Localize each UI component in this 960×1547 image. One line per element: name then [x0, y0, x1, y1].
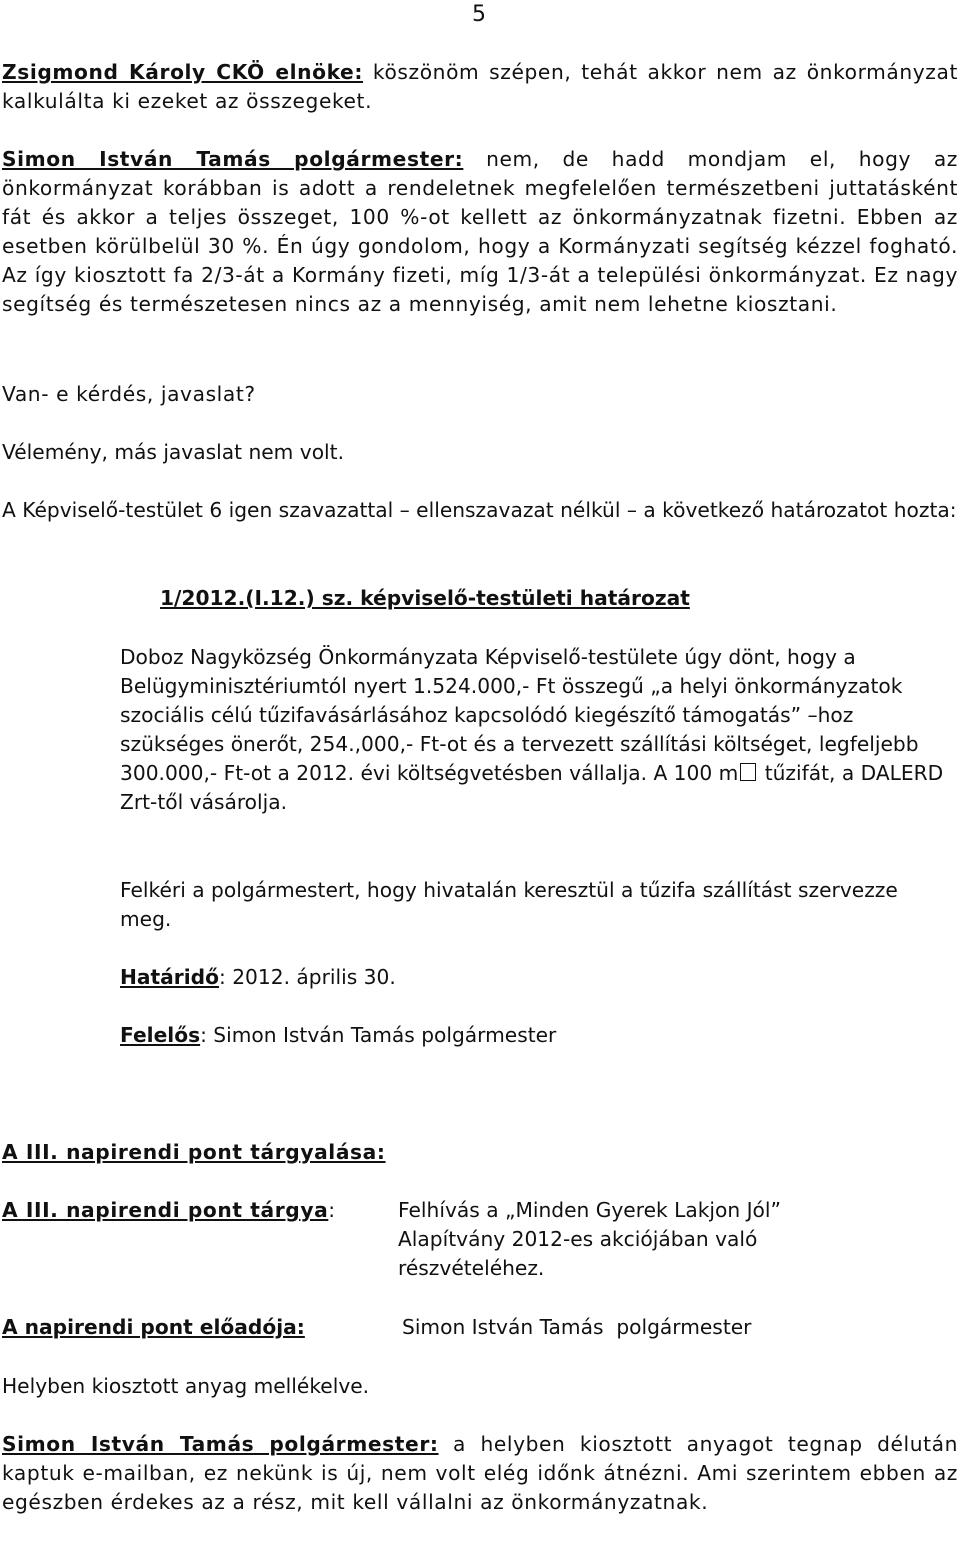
page-number: 5 — [472, 2, 486, 27]
agenda-presenter-value: Simon István Tamás polgármester — [402, 1315, 752, 1339]
paragraph-mayor-final — [2, 1430, 958, 1517]
deadline-line — [120, 963, 396, 992]
responsible-label: Felelős — [120, 1023, 201, 1047]
agenda-subject-line-2: Alapítvány 2012-es akciójában való — [398, 1227, 758, 1251]
vote-statement: A Képviselő-testület 6 igen szavazattal – ellenszavazat nélkül – a következő határozatot hozta: — [2, 498, 957, 522]
agenda-presenter-label: A napirendi pont előadója: — [2, 1315, 305, 1339]
agenda-subject-line-1: Felhívás a „Minden Gyerek Lakjon Jól” — [398, 1198, 781, 1222]
agenda-subject-row — [2, 1196, 335, 1225]
paragraph-ckoe-statement — [2, 58, 958, 116]
speaker-name: Simon István Tamás polgármester: — [2, 1432, 439, 1456]
statement-text: nem, de hadd mondjam el, hogy az önkormányzat korábban is adott a rendeletnek megfelelően természetbeni juttatásként fát és akkor a teljes összeget, 100 %-ot kellett az önkormányzatnak fizetni. Ebben az esetben körülbelül 30 %. Én úgy gondolom, hogy a Kormányzati segítség kézzel fogható. Az így kiosztott fa 2/3-át a Kormány fizeti, míg 1/3-át a települési önkormányzat. Ez nagy segítség és természetesen nincs az a mennyiség, amit nem lehetne kiosztani. — [2, 147, 958, 316]
deadline-label: Határidő — [120, 965, 219, 989]
speaker-name: Zsigmond Károly CKÖ elnöke: — [2, 60, 364, 84]
no-opinion-line: Vélemény, más javaslat nem volt. — [2, 440, 344, 464]
responsible-line — [120, 1021, 556, 1050]
responsible-value: : Simon István Tamás polgármester — [200, 1023, 557, 1047]
resolution-request: Felkéri a polgármestert, hogy hivatalán keresztül a tűzifa szállítást szervezze meg. — [120, 878, 898, 931]
agenda-subject-colon: : — [328, 1198, 336, 1222]
agenda-subject-label: A III. napirendi pont tárgya — [2, 1198, 329, 1222]
statement-text: a helyben kiosztott anyagot tegnap délután kaptuk e-mailban, ez nekünk is új, nem volt elég időnk átnézni. Ami szerintem ebben az egészben érdekes az a rész, mit kell vállalni az önkormányzatnak. — [2, 1432, 958, 1514]
paragraph-mayor-statement — [2, 145, 958, 319]
speaker-name: Simon István Tamás polgármester: — [2, 147, 464, 171]
resolution-text-end: tűzifát, a DALERD Zrt-től vásárolja. — [120, 761, 944, 814]
agenda-subject-line-3: részvételéhez. — [398, 1256, 545, 1280]
resolution-text: Doboz Nagyközség Önkormányzata Képviselő-testülete úgy dönt, hogy a Belügyminisztériumtól nyert 1.524.000,- Ft összegű „a helyi önkormányzatok szociális célú tűzifavásárlásához kapcsolódó kiegészítő támogatás” –hoz szükséges önerőt, 254.,000,- Ft-ot és a tervezett szállítási költséget, legfeljebb 300.000,- Ft-ot a 2012. évi költségvetésben vállalja. A 100 m — [120, 645, 919, 785]
attached-material-line: Helyben kiosztott anyag mellékelve. — [2, 1374, 370, 1398]
question-line: Van- e kérdés, javaslat? — [2, 382, 256, 406]
statement-text: köszönöm szépen, tehát akkor nem az önkormányzat kalkulálta ki ezeket az összegeket. — [2, 60, 958, 113]
resolution-title: 1/2012.(I.12.) sz. képviselő-testületi határozat — [160, 586, 690, 610]
resolution-body — [120, 643, 952, 817]
deadline-value: : 2012. április 30. — [219, 965, 396, 989]
missing-glyph-box — [740, 763, 756, 781]
agenda-heading: A III. napirendi pont tárgyalása: — [2, 1140, 386, 1164]
